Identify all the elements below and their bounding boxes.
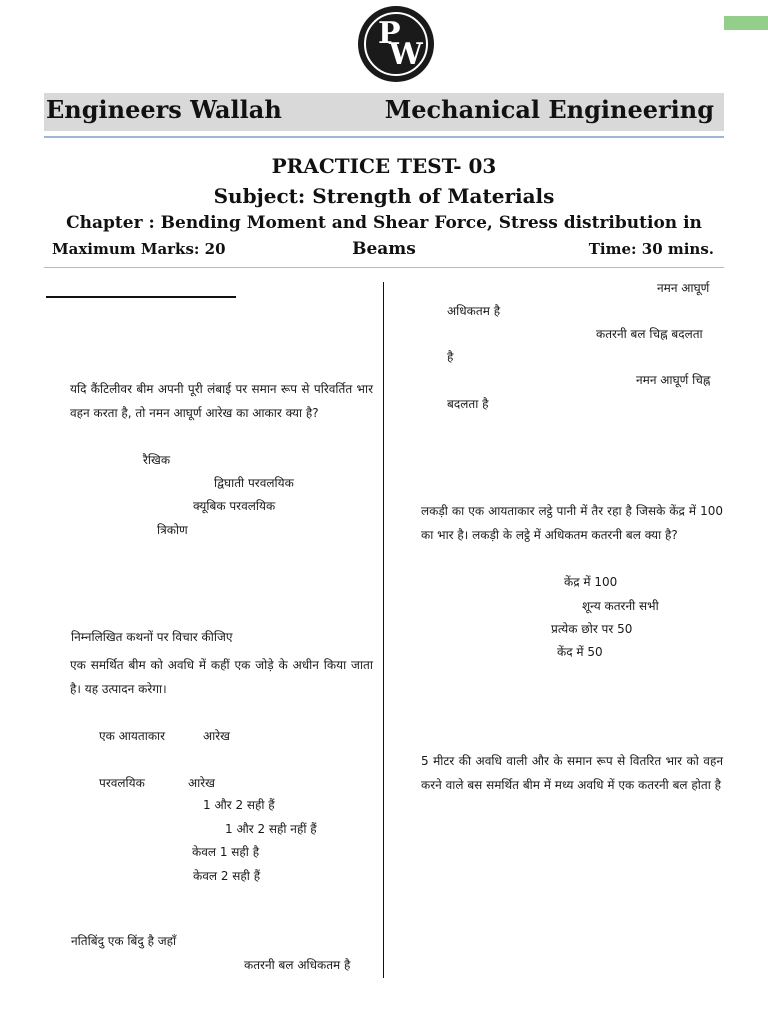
logo-letter-w: W (389, 37, 423, 72)
question-3-text: नतिबिंदु एक बिंदु है जहाँ (71, 934, 177, 948)
q2-option-3: केवल 1 सही है (192, 845, 260, 859)
q2-statement-2-b: आरेख (188, 776, 215, 790)
section-underline (46, 296, 236, 298)
question-2-intro: निम्नलिखित कथनों पर विचार कीजिए (71, 630, 233, 644)
column-divider (383, 282, 384, 978)
test-title: PRACTICE TEST- 03 (271, 154, 497, 178)
pw-logo (358, 6, 434, 82)
q3-option-4-a: नमन आघूर्ण चिह्न (636, 373, 711, 387)
question-2-text: एक समर्थित बीम को अवधि में कहीं एक जोड़े के अधीन किया जाता है। यह उत्पादन करेगा। (70, 658, 373, 696)
q1-option-2: द्विघाती परवलयिक (214, 476, 294, 490)
q3-option-3-b: है (447, 350, 454, 364)
q3-option-1: कतरनी बल अधिकतम है (244, 958, 351, 972)
corner-tag (724, 16, 768, 30)
header-rule-bottom (44, 267, 724, 268)
course-name: Mechanical Engineering (384, 95, 714, 124)
q2-option-1: 1 और 2 सही हैं (203, 798, 275, 812)
q2-statement-1-a: एक आयताकार (99, 729, 166, 743)
question-1-text: यदि कैंटिलीवर बीम अपनी पूरी लंबाई पर समान रूप से परिवर्तित भार वहन करता है, तो नमन आघूर्ण आरेख का आकार क्या है? (70, 382, 373, 420)
q4-option-3: प्रत्येक छोर पर 50 (551, 622, 633, 636)
q3-option-2-b: अधिकतम है (447, 304, 501, 318)
q4-option-2: शून्य कतरनी सभी (582, 599, 659, 613)
q2-statement-1-b: आरेख (203, 729, 230, 743)
q3-option-3-a: कतरनी बल चिह्न बदलता (596, 327, 703, 341)
header-banner (44, 93, 724, 131)
header-rule (44, 136, 724, 138)
max-marks: Maximum Marks: 20 (52, 240, 226, 258)
logo-letter-p: P (378, 16, 401, 51)
q1-option-3: क्यूबिक परवलयिक (193, 499, 276, 513)
question-4-text: लकड़ी का एक आयताकार लट्ठे पानी में तैर रहा है जिसके केंद्र में 100 का भार है। लकड़ी के लट्ठे में अधिकतम कतरनी बल क्या है? (421, 504, 723, 542)
q1-option-1: रैखिक (143, 453, 171, 467)
q2-option-4: केवल 2 सही हैं (193, 869, 261, 883)
time-limit: Time: 30 mins. (588, 240, 714, 258)
question-5-text: 5 मीटर की अवधि वाली और के समान रूप से वितरित भार को वहन करने वाले बस समर्थित बीम में मध्य अवधि में एक कतरनी बल होता है (421, 754, 723, 792)
q3-option-2-a: नमन आघूर्ण (657, 281, 710, 295)
chapter-title-continued: Beams (352, 239, 416, 259)
q3-option-4-b: बदलता है (447, 397, 489, 411)
q2-statement-2-a: परवलयिक (99, 776, 145, 790)
q4-option-4: केंद में 50 (557, 645, 603, 659)
q4-option-1: केंद्र में 100 (564, 575, 618, 589)
q2-option-2: 1 और 2 सही नहीं हैं (225, 822, 317, 836)
subject-title: Subject: Strength of Materials (213, 184, 555, 208)
brand-name: Engineers Wallah (46, 95, 282, 124)
chapter-title: Chapter : Bending Moment and Shear Force, Stress distribution in (66, 213, 702, 233)
q1-option-4: त्रिकोण (157, 523, 188, 537)
